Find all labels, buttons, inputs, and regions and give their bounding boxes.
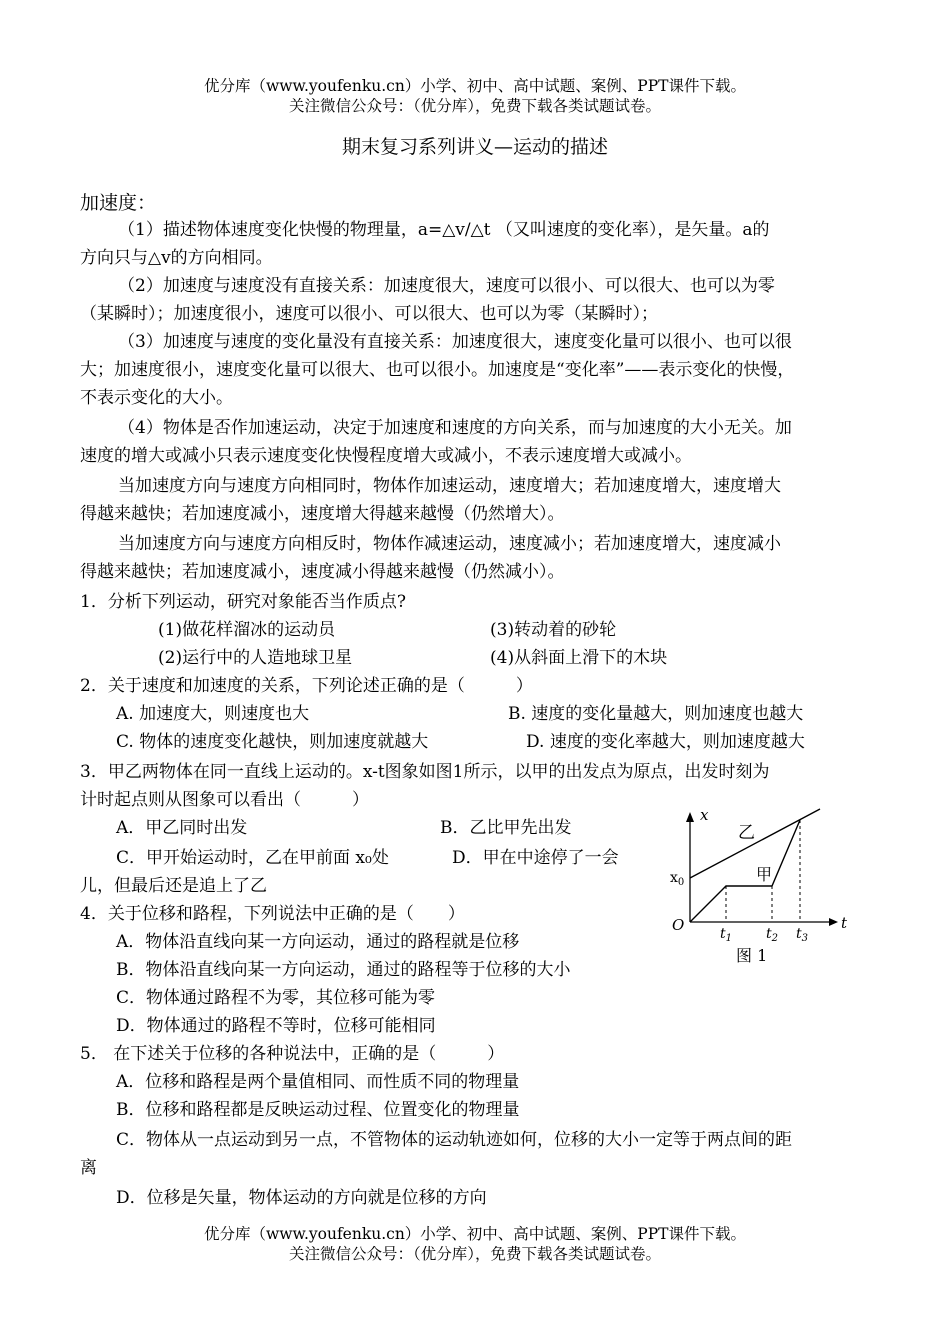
footer-line-1: 优分库（www.youfenku.cn）小学、初中、高中试题、案例、PPT课件下载。 [203,1225,747,1243]
header-line-2: 关注微信公众号：（优分库），免费下载各类试题试卷。 [288,97,661,115]
q4-option-a: A．物体沿直线向某一方向运动，通过的路程就是位移 [116,932,520,952]
page-title: 期末复习系列讲义—运动的描述 [341,136,608,158]
q1-option-1: (1)做花样溜冰的运动员 [158,620,336,640]
para-1-line-1: （1）描述物体速度变化快慢的物理量，a=△v/△t （又叫速度的变化率），是矢量。a的 [118,220,770,240]
q3-option-a: A．甲乙同时出发 [116,818,248,838]
para-1-line-2: 方向只与△v的方向相同。 [80,248,273,268]
para-4-line-1: （4）物体是否作加速运动，决定于加速度和速度的方向关系，而与加速度的大小无关。加 [118,418,792,438]
q3-option-d: D．甲在中途停了一会 [452,848,619,868]
para-5-line-1: 当加速度方向与速度方向相同时，物体作加速运动，速度增大；若加速度增大，速度增大 [118,476,781,496]
q4-option-d: D．物体通过的路程不等时，位移可能相同 [116,1016,436,1036]
x-axis-arrow-icon [686,812,694,822]
q2-option-a: A. 加速度大，则速度也大 [116,704,310,724]
q3-stem-line-2: 计时起点则从图象可以看出（ ） [80,790,369,810]
x0-label: $x_0$ [670,870,685,888]
y-axis-label: x [700,806,709,824]
t2-label: $t_2$ [766,926,779,944]
x-axis-label: t [841,914,848,932]
t1-label: $t_1$ [720,926,733,944]
para-3-line-2: 大；加速度很小，速度变化量可以很大、也可以很小。加速度是“变化率”——表示变化的快慢， [80,360,795,380]
q5-option-c-line-1: C．物体从一点运动到另一点，不管物体的运动轨迹如何，位移的大小一定等于两点间的距 [116,1130,793,1150]
line-yi [690,809,820,878]
q4-option-c: C．物体通过路程不为零，其位移可能为零 [116,988,436,1008]
figure-1-xt-graph [660,800,860,975]
t3-label: $t_3$ [796,926,809,944]
q2-option-d: D. 速度的变化率越大，则加速度越大 [526,732,805,752]
q5-option-d: D．位移是矢量，物体运动的方向就是位移的方向 [116,1188,487,1208]
yi-label: 乙 [738,823,755,843]
para-4-line-2: 速度的增大或减小只表示速度变化快慢程度增大或减小，不表示速度增大或减小。 [80,446,692,466]
q5-option-c-line-2: 离 [80,1158,97,1178]
q2-option-b: B. 速度的变化量越大，则加速度也越大 [508,704,804,724]
para-2-line-2: （某瞬时）；加速度很小，速度可以很小、可以很大、也可以为零（某瞬时）； [80,304,658,324]
q5-stem: 5． 在下述关于位移的各种说法中，正确的是（ ） [80,1044,505,1064]
para-6-line-1: 当加速度方向与速度方向相反时，物体作减速运动，速度减小；若加速度增大，速度减小 [118,534,781,554]
q3-option-d-cont: 儿，但最后还是追上了乙 [80,876,267,896]
q4-option-b: B．物体沿直线向某一方向运动，通过的路程等于位移的大小 [116,960,571,980]
para-6-line-2: 得越来越快；若加速度减小，速度减小得越来越慢（仍然减小）。 [80,562,565,582]
header-line-1: 优分库（www.youfenku.cn）小学、初中、高中试题、案例、PPT课件下载。 [203,77,747,95]
q3-option-b: B．乙比甲先出发 [440,818,572,838]
para-2-line-1: （2）加速度与速度没有直接关系：加速度很大，速度可以很小、可以很大、也可以为零 [118,276,775,296]
q1-option-4: (4)从斜面上滑下的木块 [490,648,668,668]
para-3-line-1: （3）加速度与速度的变化量没有直接关系：加速度很大，速度变化量可以很小、也可以很 [118,332,792,352]
q1-option-2: (2)运行中的人造地球卫星 [158,648,353,668]
q5-option-b: B．位移和路程都是反映运动过程、位置变化的物理量 [116,1100,520,1120]
para-5-line-2: 得越来越快；若加速度减小，速度增大得越来越慢（仍然增大）。 [80,504,565,524]
q3-option-c: C．甲开始运动时，乙在甲前面 x₀处 [116,848,389,868]
origin-label: O [672,916,685,934]
section-heading: 加速度： [80,192,157,214]
q4-stem: 4．关于位移和路程，下列说法中正确的是（ ） [80,904,465,924]
para-3-line-3: 不表示变化的大小。 [80,388,233,408]
q2-stem: 2．关于速度和加速度的关系，下列论述正确的是（ ） [80,676,533,696]
q1-stem: 1．分析下列运动，研究对象能否当作质点? [80,592,406,612]
footer-line-2: 关注微信公众号：（优分库），免费下载各类试题试卷。 [288,1245,661,1263]
q1-option-3: (3)转动着的砂轮 [490,620,617,640]
t-axis-arrow-icon [829,918,838,926]
jia-label: 甲 [756,865,773,884]
q5-option-a: A．位移和路程是两个量值相同、而性质不同的物理量 [116,1072,520,1092]
q3-stem-line-1: 3．甲乙两物体在同一直线上运动的。x-t图象如图1所示，以甲的出发点为原点，出发时刻为 [80,762,770,782]
q2-option-c: C. 物体的速度变化越快，则加速度就越大 [116,732,429,752]
figure-caption: 图 1 [736,946,768,965]
